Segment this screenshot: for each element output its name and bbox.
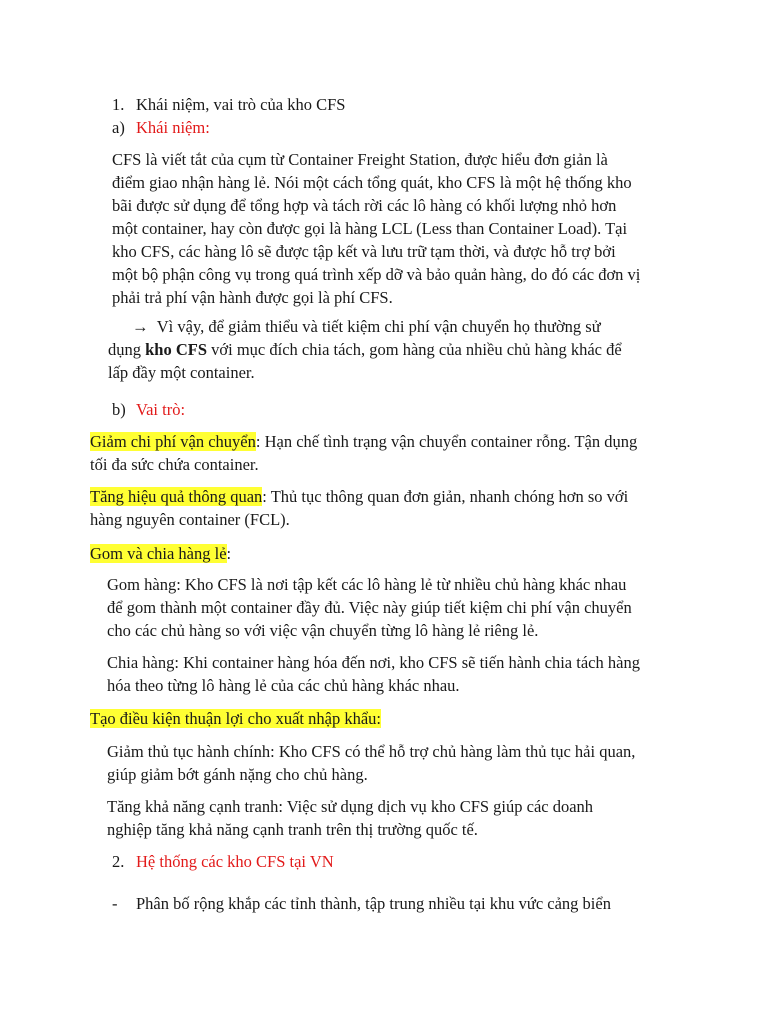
subsection-a-title: Khái niệm: [136,118,210,137]
definition-line: bãi được sử dụng để tổng hợp và tách rời các lô hàng có khối lượng nhỏ hơn [112,196,617,215]
subsection-b-letter: b) [112,400,126,419]
role-consolidation-title: Gom và chia hàng lẻ [90,544,227,563]
consolidation-paragraph [107,573,632,642]
admin-paragraph [107,740,635,786]
section-1-title: Khái niệm, vai trò của kho CFS [136,95,346,114]
subsection-b-heading [112,398,185,421]
role-consolidation-colon: : [226,544,232,563]
subsection-b-title: Vai trò: [136,400,186,419]
subsection-a-letter: a) [112,118,125,137]
definition-line: điểm giao nhận hàng lẻ. Nói một cách tổng quát, kho CFS là một hệ thống kho [112,173,632,192]
consolidation-line: Gom hàng: Kho CFS là nơi tập kết các lô hàng lẻ từ nhiều chủ hàng khác nhau [107,575,627,594]
competition-line: nghiệp tăng khả năng cạnh tranh trên thị trường quốc tế. [107,820,478,839]
role-cost-text: tối đa sức chứa container. [90,455,259,474]
arrow-icon: → [132,317,149,336]
definition-line: kho CFS, các hàng lô sẽ được tập kết và lưu trữ tạm thời, và được hỗ trợ bởi [112,242,616,261]
role-cost [90,430,637,476]
role-clearance-title: Tăng hiệu quả thông quan [90,487,263,506]
conclusion-line-2 [108,338,622,361]
consolidation-line: cho các chủ hàng so với việc vận chuyển từng lô hàng lẻ riêng lẻ. [107,621,539,640]
role-cost-text: : Hạn chế tình trạng vận chuyển container rỗng. Tận dụng [255,432,638,451]
deconsolidation-line: hóa theo từng lô hàng lẻ của các chủ hàng khác nhau. [107,676,460,695]
conclusion-line-1 [108,315,622,338]
conclusion-text: với mục đích chia tách, gom hàng của nhiều chủ hàng khác để [207,340,622,359]
role-consolidation [90,542,231,565]
deconsolidation-line: Chia hàng: Khi container hàng hóa đến nơi, kho CFS sẽ tiến hành chia tách hàng [107,653,640,672]
conclusion-paragraph [108,315,622,384]
definition-line: một container, hay còn được gọi là hàng LCL (Less than Container Load). Tại [112,219,628,238]
bullet-dash: - [112,894,118,913]
role-clearance [90,485,628,531]
section-2-number: 2. [112,852,125,871]
deconsolidation-paragraph [107,651,640,697]
definition-line: một bộ phận công vụ trong quá trình xếp dỡ và bảo quản hàng, do đó các đơn vị [112,265,641,284]
section-2-heading [112,850,334,873]
conclusion-text: Vì vậy, để giảm thiểu và tiết kiệm chi phí vận chuyển họ thường sử [156,317,601,336]
definition-line: CFS là viết tắt của cụm từ Container Freight Station, được hiểu đơn giản là [112,150,608,169]
section-1-heading [112,93,345,116]
competition-paragraph [107,795,593,841]
role-trade [90,707,381,730]
definition-paragraph [112,148,640,309]
role-cost-title: Giảm chi phí vận chuyển [90,432,256,451]
bullet-item [112,892,611,915]
definition-line: phải trả phí vận hành được gọi là phí CFS. [112,288,393,307]
subsection-a-heading [112,116,210,139]
section-1-number: 1. [112,95,125,114]
consolidation-line: để gom thành một container đầy đủ. Việc này giúp tiết kiệm chi phí vận chuyển [107,598,632,617]
conclusion-bold-term: kho CFS [145,340,208,359]
role-trade-title: Tạo điều kiện thuận lợi cho xuất nhập khẩu: [90,709,381,728]
conclusion-line-3: lấp đầy một container. [108,363,255,382]
role-clearance-text: hàng nguyên container (FCL). [90,510,290,529]
competition-line: Tăng khả năng cạnh tranh: Việc sử dụng dịch vụ kho CFS giúp các doanh [107,797,594,816]
role-clearance-text: : Thủ tục thông quan đơn giản, nhanh chóng hơn so với [262,487,629,506]
conclusion-text: dụng [108,340,146,359]
admin-line: Giảm thủ tục hành chính: Kho CFS có thể hỗ trợ chủ hàng làm thủ tục hải quan, [107,742,636,761]
bullet-text: Phân bố rộng khắp các tỉnh thành, tập trung nhiều tại khu vức cảng biển [136,894,611,913]
admin-line: giúp giảm bớt gánh nặng cho chủ hàng. [107,765,368,784]
section-2-title: Hệ thống các kho CFS tại VN [136,852,334,871]
